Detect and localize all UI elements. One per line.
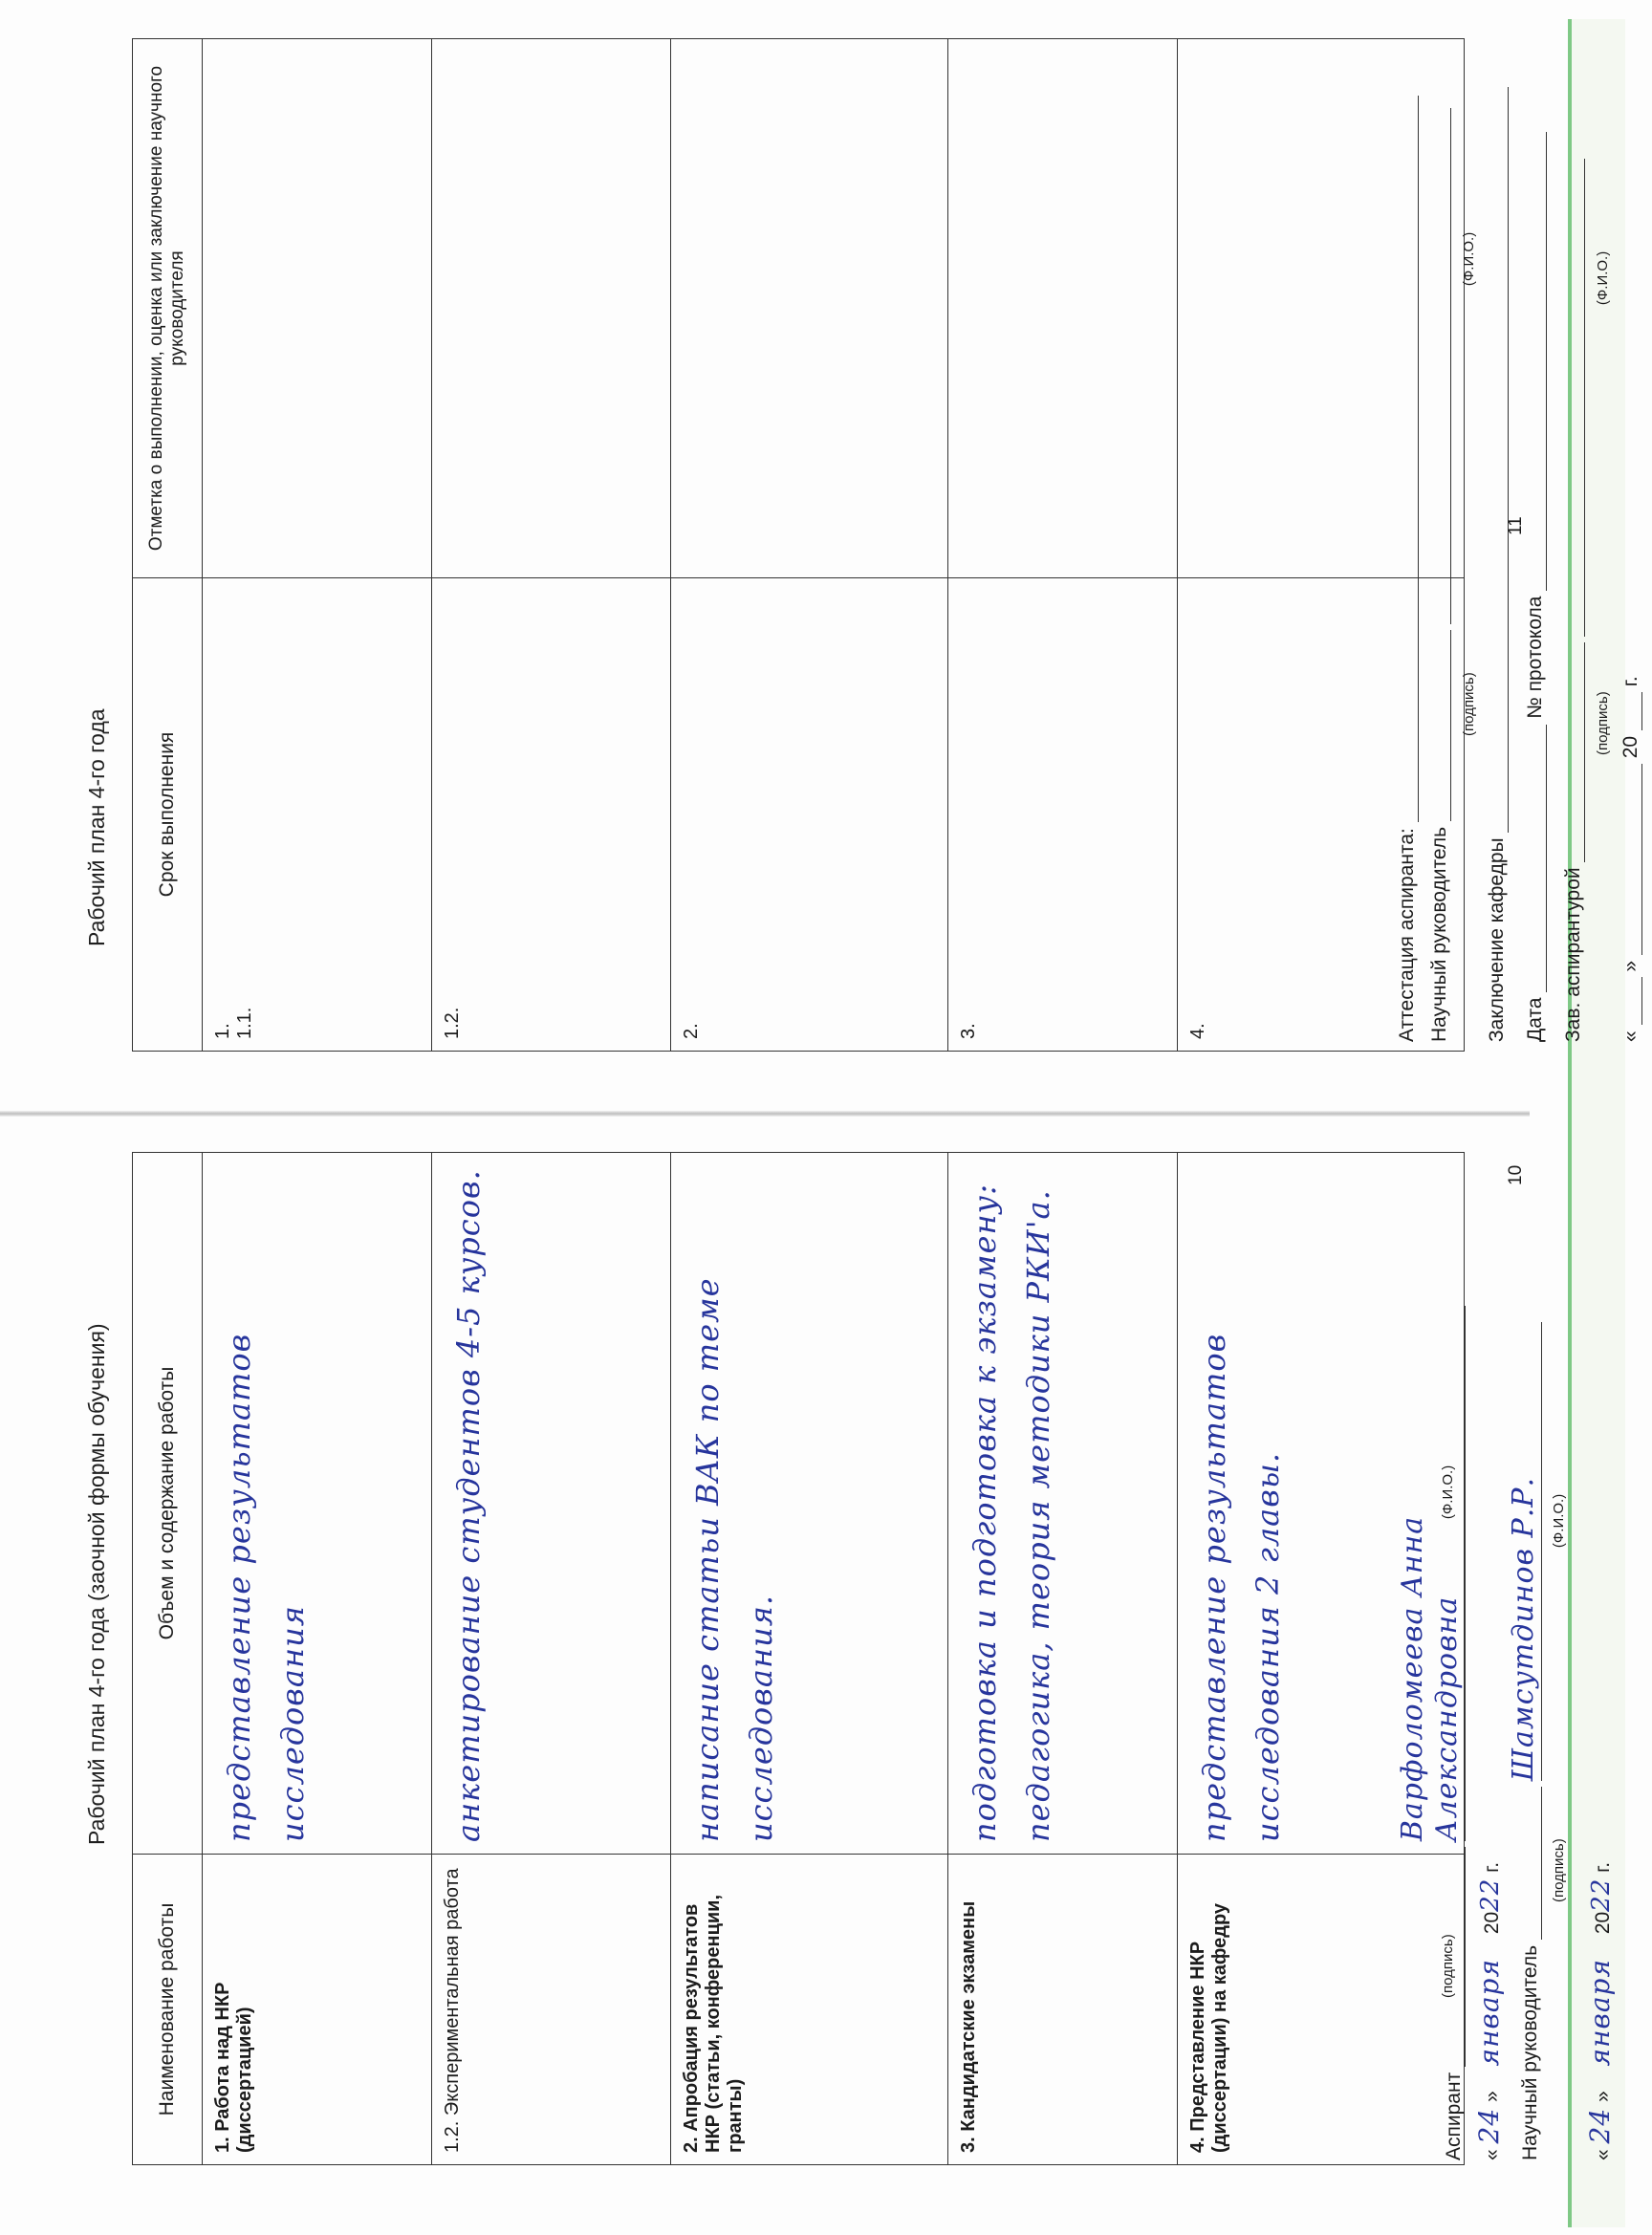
row-content-handwritten: представление результатов исследования [203, 1153, 432, 1855]
date1-month: января [1473, 1959, 1505, 2067]
table-row [432, 1153, 671, 2165]
row-name: 1.2. Экспериментальная работа [432, 1855, 671, 2165]
attestation-fio-caption: (Ф.И.О.) [1461, 231, 1477, 287]
row-content-handwritten: подготовка и подготовка к экзамену: педагогика, теория методики РКИ'а. [948, 1153, 1178, 1855]
left-page [19, 1118, 1616, 2218]
left-page-title: Рабочий план 4-го года (заочной формы обучения) [84, 1323, 109, 1845]
attestation-label: Аттестация аспиранта: [1396, 828, 1418, 1042]
supervisor-sign-line [1507, 1128, 1551, 2160]
table-row [948, 1153, 1178, 2165]
table-row [948, 39, 1178, 1052]
row-mark [432, 39, 671, 578]
left-signature-block [1396, 1128, 1618, 2160]
row-content-handwritten: анкетирование студентов 4-5 курсов. [432, 1153, 671, 1855]
supervisor-date-line: « 24 » января 2022 г. [1584, 1861, 1616, 2160]
student-label: Аспирант [1443, 2072, 1465, 2160]
date1-year: 22 [1476, 1877, 1505, 1912]
booklet-spread [19, 19, 1641, 2218]
row-deadline: 3. [948, 578, 1178, 1052]
supervisor-name-handwritten: Шамсутдинов Р.Р. [1507, 1322, 1542, 1781]
table-row [671, 39, 948, 1052]
attestation-supervisor-label: Научный руководитель [1428, 826, 1450, 1042]
supervisor-sign-caption: (подпись) [1551, 1838, 1567, 1902]
date-label: Дата [1524, 997, 1546, 1042]
header-work-name: Наименование работы [133, 1855, 203, 2165]
student-name-handwritten: Варфоломеева Анна Александровна [1396, 1306, 1466, 1841]
date2-year: 22 [1587, 1877, 1616, 1912]
row-deadline: 2. [671, 578, 948, 1052]
left-plan-table [132, 1152, 1465, 2165]
supervisor-label: Научный руководитель [1519, 1944, 1541, 2160]
right-page [19, 19, 1641, 1118]
right-page-title: Рабочий план 4-го года [84, 708, 109, 946]
table-row [671, 1153, 948, 2165]
head-sign-caption: (подпись) [1595, 691, 1611, 755]
date2-month: января [1584, 1959, 1616, 2067]
table-row [432, 39, 671, 1052]
row-name: 2. Апробация результатов НКР (статьи, конференции, гранты) [671, 1855, 948, 2165]
table-row [203, 1153, 432, 2165]
row-content-handwritten: представление результатов исследования 2 главы. [1178, 1153, 1465, 1855]
row-name: 3. Кандидатские экзамены [948, 1855, 1178, 2165]
student-fio-caption: (Ф.И.О.) [1440, 1465, 1456, 1520]
supervisor-fio-caption: (Ф.И.О.) [1551, 1493, 1567, 1549]
row-mark [948, 39, 1178, 578]
head-fio-caption: (Ф.И.О.) [1595, 250, 1611, 306]
row-deadline: 4. [1178, 578, 1465, 1052]
row-deadline: 1. 1.1. [203, 578, 432, 1052]
row-name: 1. Работа над НКР (диссертацией) [203, 1855, 432, 2165]
head-label: Зав. аспирантурой [1562, 867, 1584, 1042]
right-page-number: 11 [1506, 516, 1526, 535]
right-header-row [133, 39, 203, 1052]
row-mark [203, 39, 432, 578]
header-supervisor-mark: Отметка о выполнении, оценка или заключение научного руководителя [133, 39, 203, 578]
header-deadline: Срок выполнения [133, 578, 203, 1052]
student-sign-caption: (подпись) [1440, 1934, 1456, 1998]
right-plan-table [132, 38, 1465, 1052]
protocol-label: № протокола [1524, 596, 1546, 719]
row-content-handwritten: написание статьи ВАК по теме исследования. [671, 1153, 948, 1855]
header-work-content: Объем и содержание работы [133, 1153, 203, 1855]
table-row [203, 39, 432, 1052]
attestation-block: Аттестация аспиранта: Научный руководитель (подпись) (Ф.И.О.) Заключение кафедры Дата № протокола Зав. аспирантурой (подпись) (Ф.И.О.) « » 20 г. [1396, 38, 1652, 1042]
attestation-sign-caption: (подпись) [1461, 672, 1477, 736]
row-mark [671, 39, 948, 578]
date2-day: 24 [1584, 2107, 1616, 2144]
student-date-line: « 24 » января 2022 г. [1473, 1861, 1505, 2160]
left-page-number: 10 [1506, 1164, 1526, 1185]
left-header-row [133, 1153, 203, 2165]
row-name: 4. Представление НКР (диссертации) на кафедру [1178, 1855, 1465, 2165]
department-label: Заключение кафедры [1486, 837, 1508, 1042]
date1-day: 24 [1473, 2107, 1505, 2144]
row-deadline: 1.2. [432, 578, 671, 1052]
